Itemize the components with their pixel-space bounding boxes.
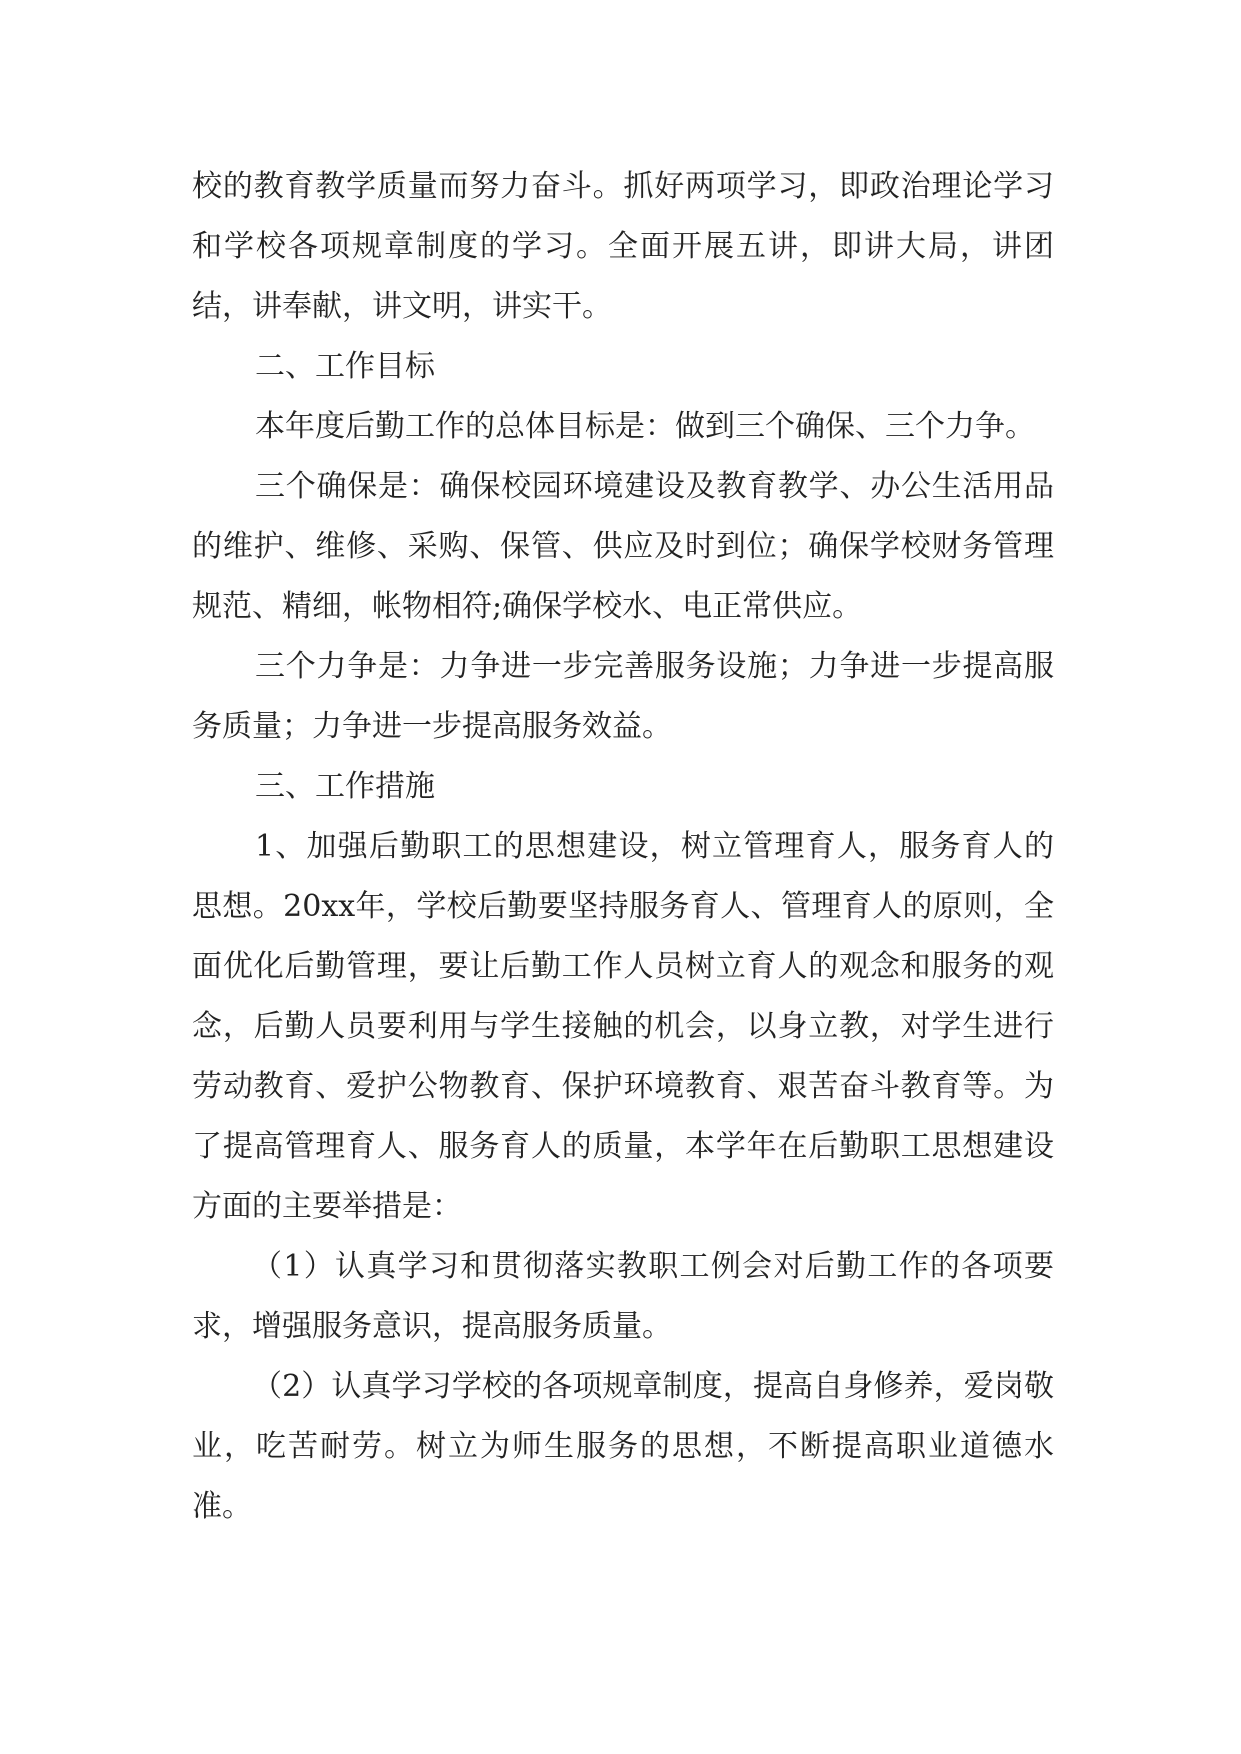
section-heading-goals: 二、工作目标: [255, 349, 435, 384]
paragraph-continuation: 校的教育教学质量而努力奋斗。抓好两项学习，即政治理论学习和学校各项规章制度的学习。全面开展五讲，即讲大局，讲团结，讲奉献，讲文明，讲实干。: [192, 169, 1054, 324]
paragraph-three-ensures: 三个确保是：确保校园环境建设及教育教学、办公生活用品的维护、维修、采购、保管、供应及时到位；确保学校财务管理规范、精细，帐物相符;确保学校水、电正常供应。: [192, 469, 1054, 624]
paragraph-sub-item-1: （1）认真学习和贯彻落实教职工例会对后勤工作的各项要求，增强服务意识，提高服务质量。: [192, 1249, 1054, 1344]
section-heading-measures: 三、工作措施: [255, 769, 435, 804]
paragraph-three-strives: 三个力争是：力争进一步完善服务设施；力争进一步提高服务质量；力争进一步提高服务效益。: [192, 649, 1054, 744]
paragraph-measure-1: 1、加强后勤职工的思想建设，树立管理育人，服务育人的思想。20xx年，学校后勤要坚持服务育人、管理育人的原则，全面优化后勤管理，要让后勤工作人员树立育人的观念和服务的观念，后勤人员要利用与学生接触的机会，以身立教，对学生进行劳动教育、爱护公物教育、保护环境教育、艰苦奋斗教育等。为了提高管理育人、服务育人的质量，本学年在后勤职工思想建设方面的主要举措是：: [192, 829, 1054, 1224]
paragraph-sub-item-2: （2）认真学习学校的各项规章制度，提高自身修养，爱岗敬业，吃苦耐劳。树立为师生服务的思想，不断提高职业道德水准。: [192, 1369, 1054, 1524]
document-body: [192, 157, 1054, 1537]
paragraph-overall-goal: 本年度后勤工作的总体目标是：做到三个确保、三个力争。: [255, 409, 1035, 444]
